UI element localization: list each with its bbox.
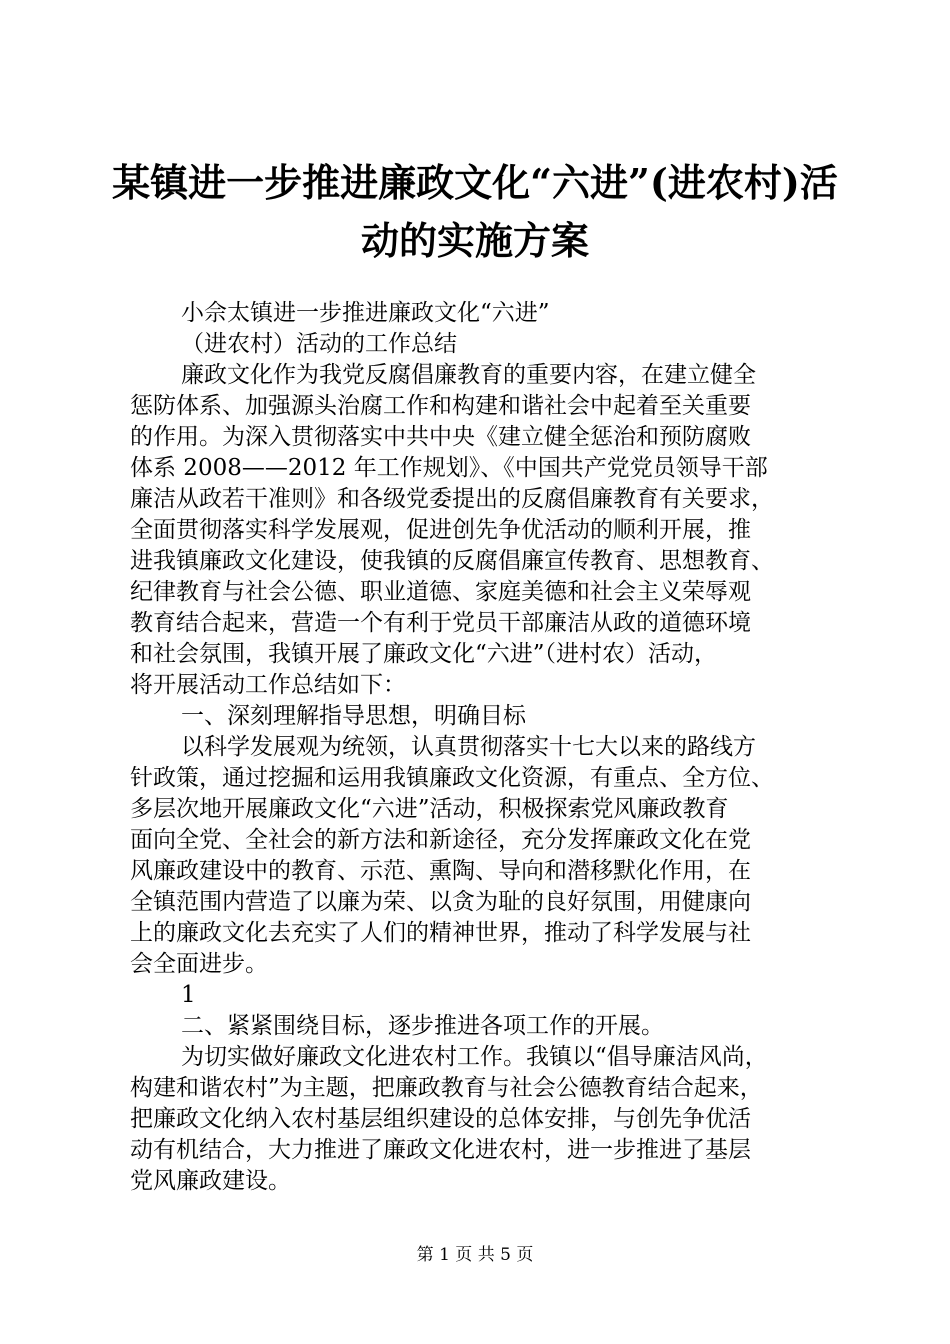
page-footer: 第 1 页 共 5 页: [416, 1245, 534, 1265]
section-heading: 二、紧紧围绕目标，逐步推进各项工作的开展。: [181, 1013, 664, 1039]
body-line: 廉洁从政若干准则》和各级党委提出的反腐倡廉教育有关要求，: [130, 486, 774, 512]
body-line: 动有机结合，大力推进了廉政文化进农村，进一步推进了基层: [130, 1137, 751, 1163]
subtitle-line: 小佘太镇进一步推进廉政文化“六进”: [181, 300, 550, 326]
section-heading: 一、深刻理解指导思想，明确目标: [181, 703, 526, 729]
body-line: 以科学发展观为统领，认真贯彻落实十七大以来的路线方: [181, 734, 756, 760]
body-line: 风廉政建设中的教育、示范、熏陶、导向和潜移默化作用，在: [130, 858, 751, 884]
body-line: 会全面进步。: [130, 951, 268, 977]
document-title-line-1: 某镇进一步推进廉政文化“六进”(进农村)活: [112, 160, 838, 205]
body-line: 惩防体系、加强源头治腐工作和构建和谐社会中起着至关重要: [130, 393, 751, 419]
body-line: 把廉政文化纳入农村基层组织建设的总体安排，与创先争优活: [130, 1106, 751, 1132]
body-line: 面向全党、全社会的新方法和新途径，充分发挥廉政文化在党: [130, 827, 751, 853]
page-marker: 1: [181, 982, 196, 1008]
body-line: 进我镇廉政文化建设，使我镇的反腐倡廉宣传教育、思想教育、: [130, 548, 774, 574]
body-line: 教育结合起来，营造一个有利于党员干部廉洁从政的道德环境: [130, 610, 751, 636]
body-line: 将开展活动工作总结如下：: [130, 672, 406, 698]
body-line: 构建和谐农村”为主题，把廉政教育与社会公德教育结合起来，: [130, 1075, 763, 1101]
body-line: 上的廉政文化去充实了人们的精神世界，推动了科学发展与社: [130, 920, 751, 946]
body-line: 体系 2008——2012 年工作规划》、《中国共产党党员领导干部: [130, 455, 768, 481]
body-line: 全面贯彻落实科学发展观，促进创先争优活动的顺利开展，推: [130, 517, 751, 543]
body-line: 党风廉政建设。: [130, 1168, 291, 1194]
body-line: 针政策，通过挖掘和运用我镇廉政文化资源，有重点、全方位、: [130, 765, 774, 791]
body-line: 为切实做好廉政文化进农村工作。我镇以“倡导廉洁风尚，: [181, 1044, 768, 1070]
body-line: 纪律教育与社会公德、职业道德、家庭美德和社会主义荣辱观: [130, 579, 751, 605]
body-line: 和社会氛围，我镇开展了廉政文化“六进”（进村农）活动，: [130, 641, 718, 667]
subtitle-line: （进农村）活动的工作总结: [181, 331, 457, 357]
body-line: 廉政文化作为我党反腐倡廉教育的重要内容，在建立健全: [181, 362, 756, 388]
body-line: 多层次地开展廉政文化“六进”活动，积极探索党风廉政教育: [130, 796, 729, 822]
body-line: 的作用。为深入贯彻落实中共中央《建立健全惩治和预防腐败: [130, 424, 751, 450]
body-line: 全镇范围内营造了以廉为荣、以贪为耻的良好氛围，用健康向: [130, 889, 751, 915]
document-title-line-2: 动的实施方案: [360, 218, 589, 263]
